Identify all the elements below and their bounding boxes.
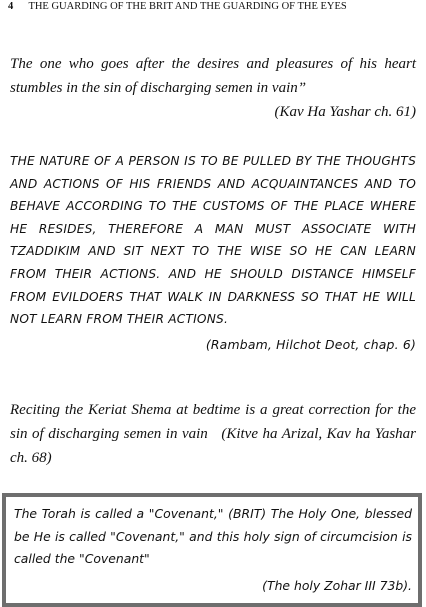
quote-kav-ha-yashar bbox=[10, 52, 416, 124]
running-header bbox=[8, 0, 420, 16]
quote-source: (Kitve ha Arizal, Kav ha Yashar ch. 68) bbox=[10, 426, 416, 466]
boxed-quote-body bbox=[14, 503, 412, 597]
quote-source: (Rambam, Hilchot Deot, chap. 6) bbox=[205, 336, 416, 352]
boxed-quote bbox=[2, 493, 422, 607]
quote-source: (Kav Ha Yashar ch. 61) bbox=[274, 104, 416, 120]
quote-source: (The holy Zohar III 73b). bbox=[262, 577, 412, 593]
running-title: THE GUARDING OF THE BRIT AND THE GUARDING OF THE EYES bbox=[28, 1, 347, 12]
quote-rambam bbox=[10, 150, 416, 356]
quote-keriat-shema bbox=[10, 398, 416, 470]
quote-text: Reciting the Keriat Shema at bedtime is a great correction for the sin of discharging semen in vain bbox=[10, 402, 416, 442]
page-number: 4 bbox=[8, 1, 14, 12]
quote-text: The Torah is called a "Covenant," (BRIT) The Holy One, blessed be He is called "Covenant," and this holy sign of circumcision is called the "Covenant" bbox=[14, 506, 412, 566]
quote-text: The one who goes after the desires and pleasures of his heart stumbles in the sin of discharging semen in vain” bbox=[10, 56, 416, 96]
quote-text: THE NATURE OF A PERSON IS TO BE PULLED BY THE THOUGHTS AND ACTIONS OF HIS FRIENDS AND ACQUAINTANCES AND TO BEHAVE ACCORDING TO THE CUSTOMS OF THE PLACE WHERE HE RESIDES, THEREFORE A MAN MUST ASSOCIATE WITH TZADDIKIM AND SIT NEXT TO THE WISE SO HE CAN LEARN FROM THEIR ACTIONS. AND HE SHOULD DISTANCE HIMSELF FROM EVILDOERS THAT WALK IN DARKNESS SO THAT HE WILL NOT LEARN FROM THEIR ACTIONS. bbox=[10, 154, 416, 327]
